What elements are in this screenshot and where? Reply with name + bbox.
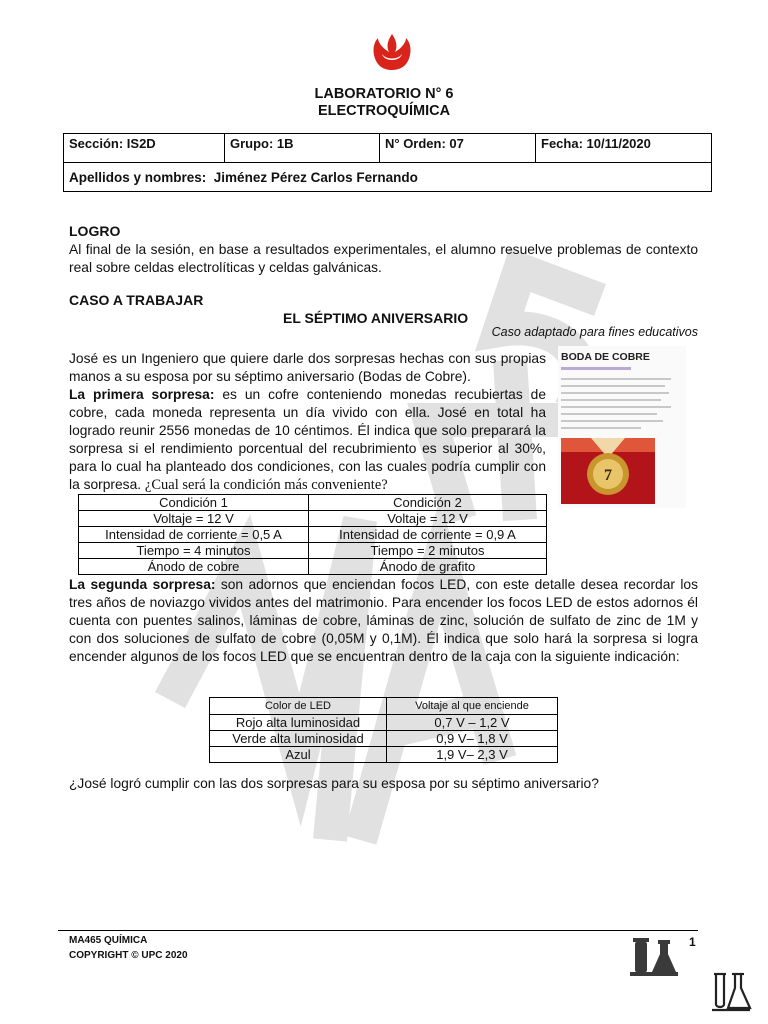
first-surprise-text: es un cofre conteniendo monedas recubiertas de cobre, cada moneda representa un día vivido con ella. José en total ha logrado reunir 2556 monedas de 10 céntimos. Él indica que solo preparará la sorpresa si el rendimiento porcentual del recubrimiento es superior al 30%, para lo cual ha planteado dos condiciones, con las cuales podría cumplir con la sorpresa. (69, 387, 546, 492)
table-cell: Tiempo = 2 minutos (309, 543, 547, 559)
table-cell: Ánodo de grafito (309, 559, 547, 575)
table-cell: 1,9 V– 2,3 V (387, 747, 558, 763)
caso-subtitle: EL SÉPTIMO ANIVERSARIO (283, 310, 469, 326)
table-cell: Intensidad de corriente = 0,5 A (79, 527, 309, 543)
footer-course: MA465 QUÍMICA (69, 935, 148, 946)
condition-header-2: Condición 2 (309, 495, 547, 511)
nombres-label: Apellidos y nombres: (69, 169, 207, 185)
condition-header-1: Condición 1 (79, 495, 309, 511)
fecha-cell: Fecha: 10/11/2020 (536, 134, 712, 163)
upc-logo (368, 32, 416, 78)
table-cell: 0,9 V– 1,8 V (387, 731, 558, 747)
led-header-voltage: Voltaje al que enciende (387, 698, 558, 715)
final-question: ¿José logró cumplir con las dos sorpresas para su esposa por su séptimo aniversario? (69, 776, 599, 791)
table-cell: Voltaje = 12 V (309, 511, 547, 527)
medal-photo (561, 438, 655, 504)
table-cell: Azul (210, 747, 387, 763)
caso-paragraph-1 (69, 350, 546, 494)
boda-de-cobre-image (558, 346, 686, 508)
flask-outline-icon (710, 972, 752, 1012)
second-surprise-text: son adornos que enciendan focos LED, con este detalle desea recordar los tres años de noviazgo vividos antes del matrimonio. Para encender los focos LED de estos adornos él cuenta con puentes salinos, láminas de cobre, láminas de zinc, solución de sulfato de zinc de 1M y con dos soluciones de sulfato de cobre (0,05M y 0,1M). Él indica que solo hará la sorpresa si logra encender algunos de los focos LED que se encuentran dentro de la caja con la siguiente indicación: (69, 577, 698, 664)
table-row (210, 731, 558, 747)
led-header-color: Color de LED (210, 698, 387, 715)
table-cell: Verde alta luminosidad (210, 731, 387, 747)
flask-beaker-icon (630, 936, 678, 978)
lab-subtitle: ELECTROQUÍMICA (317, 103, 451, 119)
second-surprise-label: La segunda sorpresa: (69, 577, 216, 592)
footer-divider (58, 930, 698, 931)
table-row (210, 715, 558, 731)
led-table (209, 697, 558, 763)
news-meta-line (561, 367, 631, 370)
table-cell: Rojo alta luminosidad (210, 715, 387, 731)
footer-copyright: COPYRIGHT © UPC 2020 (69, 950, 188, 961)
nombres-value: Jiménez Pérez Carlos Fernando (213, 169, 418, 185)
table-cell: Intensidad de corriente = 0,9 A (309, 527, 547, 543)
logro-heading: LOGRO (69, 223, 121, 239)
table-cell: Voltaje = 12 V (79, 511, 309, 527)
conditions-table (78, 494, 547, 575)
table-row (79, 543, 547, 559)
table-cell: Ánodo de cobre (79, 559, 309, 575)
first-surprise-label: La primera sorpresa: (69, 387, 215, 402)
info-table (63, 133, 712, 192)
table-row (79, 559, 547, 575)
table-row (210, 747, 558, 763)
table-cell: Tiempo = 4 minutos (79, 543, 309, 559)
caso-heading: CASO A TRABAJAR (69, 292, 204, 308)
lab-title: LABORATORIO N° 6 (314, 86, 454, 102)
intro-text: José es un Ingeniero que quiere darle dos sorpresas hechas con sus propias manos a su esposa por su séptimo aniversario (Bodas de Cobre). (69, 351, 546, 384)
medal-number: 7 (604, 467, 612, 484)
table-cell: 0,7 V – 1,2 V (387, 715, 558, 731)
second-surprise-paragraph (69, 576, 698, 666)
grupo-cell: Grupo: 1B (225, 134, 380, 163)
nombres-cell (64, 163, 712, 192)
seccion-cell: Sección: IS2D (64, 134, 225, 163)
caso-note: Caso adaptado para fines educativos (491, 325, 698, 339)
news-title: BODA DE COBRE (561, 351, 650, 363)
orden-cell: N° Orden: 07 (380, 134, 536, 163)
table-row (79, 527, 547, 543)
news-text-lines (561, 378, 677, 434)
page-number: 1 (689, 935, 696, 949)
first-question: ¿Cual será la condición más conveniente? (144, 477, 388, 493)
logro-text: Al final de la sesión, en base a resultados experimentales, el alumno resuelve problemas de contexto real sobre celdas electrolíticas y celdas galvánicas. (69, 242, 698, 275)
table-row (79, 511, 547, 527)
